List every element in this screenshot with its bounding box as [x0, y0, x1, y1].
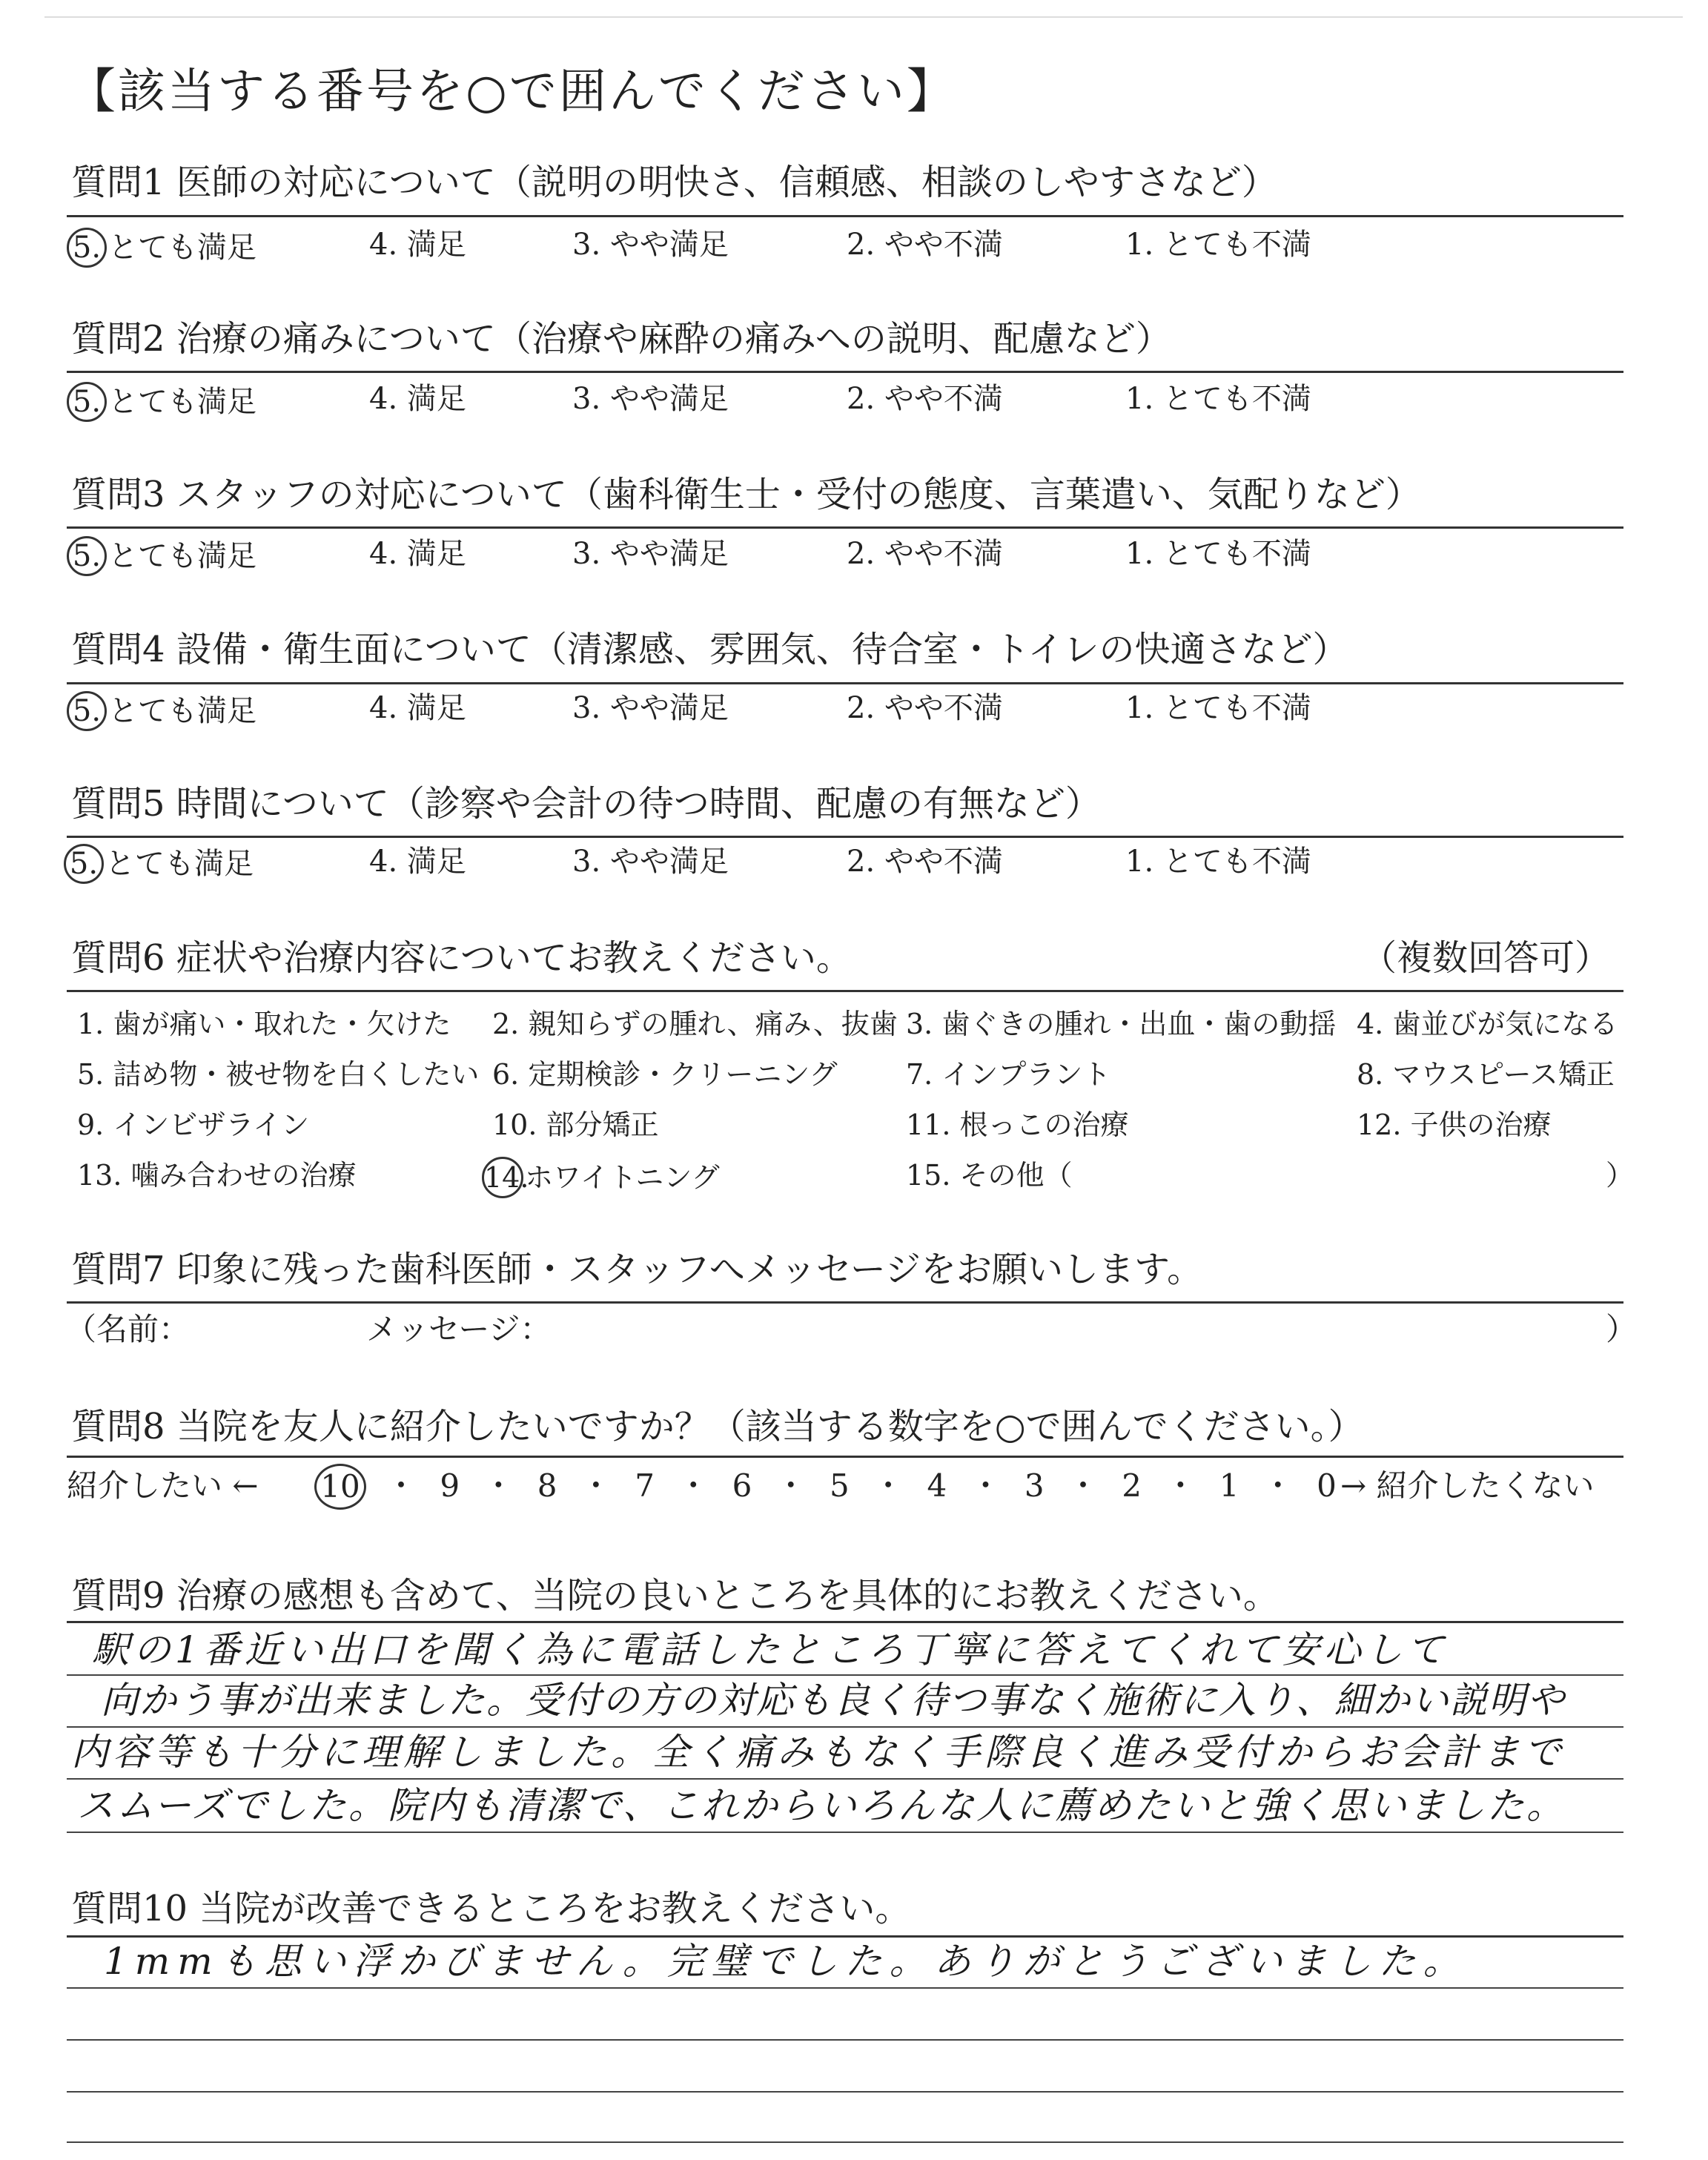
- name-label: （名前：: [65, 1311, 191, 1347]
- treatment-item[interactable]: 12. 子供の治療: [1357, 1109, 1552, 1141]
- treatment-item[interactable]: 4. 歯並びが気になる: [1357, 1008, 1618, 1040]
- treatment-item[interactable]: 2. 親知らずの腫れ、痛み、抜歯: [492, 1008, 898, 1040]
- question-3-title: 質問3 スタッフの対応について（歯科衛生士・受付の態度、言葉遣い、気配りなど）: [71, 474, 1421, 515]
- selected-circle: 10: [314, 1464, 366, 1510]
- close-paren: ）: [1606, 1311, 1638, 1347]
- question-1-title: 質問1 医師の対応について（説明の明快さ、信頼感、相談のしやすさなど）: [71, 162, 1277, 203]
- option-1[interactable]: 1. とても不満: [1125, 845, 1311, 879]
- option-3[interactable]: 3. やや満足: [572, 845, 729, 879]
- option-4[interactable]: 4. 満足: [369, 382, 466, 416]
- treatment-item[interactable]: 6. 定期検診・クリーニング: [492, 1058, 838, 1091]
- option-5[interactable]: [71, 382, 256, 422]
- option-3[interactable]: 3. やや満足: [572, 691, 729, 725]
- option-2[interactable]: 2. やや不満: [847, 691, 1003, 725]
- question-8-title: 質問8 当院を友人に紹介したいですか？（該当する数字を○で囲んでください。）: [71, 1406, 1364, 1447]
- divider: [67, 682, 1623, 684]
- question-6-title: 質問6 症状や治療内容についてお教えください。: [71, 937, 852, 979]
- selected-circle: 14.: [482, 1157, 523, 1198]
- selected-circle: 5.: [64, 844, 104, 884]
- not-recommend-label: → 紹介したくない: [1340, 1467, 1595, 1504]
- selected-circle: 5.: [67, 691, 107, 731]
- option-label: とても満足: [105, 847, 254, 881]
- option-label: とても満足: [108, 385, 256, 419]
- handwritten-line: 1mmも思い浮かびません。完璧でした。ありがとうございました。: [104, 1940, 1468, 1983]
- answer-line: [67, 1674, 1623, 1676]
- page-title: 【該当する番号を○で囲んでください】: [68, 65, 956, 119]
- item-label: ホワイトニング: [525, 1161, 720, 1194]
- question-10-title: 質問10 当院が改善できるところをお教えください。: [71, 1888, 911, 1929]
- other-close-paren: ）: [1606, 1159, 1635, 1192]
- option-5[interactable]: [68, 844, 254, 884]
- divider: [67, 371, 1623, 373]
- selected-score[interactable]: [314, 1464, 366, 1510]
- question-7-title: 質問7 印象に残った歯科医師・スタッフへメッセージをお願いします。: [71, 1249, 1203, 1290]
- option-4[interactable]: 4. 満足: [369, 228, 466, 262]
- treatment-item[interactable]: 10. 部分矯正: [492, 1109, 659, 1141]
- handwritten-line: 内容等も十分に理解しました。全く痛みもなく手際良く進み受付からお会計まで: [71, 1731, 1566, 1774]
- treatment-item[interactable]: 8. マウスピース矯正: [1357, 1058, 1615, 1091]
- option-2[interactable]: 2. やや不満: [847, 537, 1003, 571]
- handwritten-line: スムーズでした。院内も清潔で、これからいろんな人に薦めたいと強く思いました。: [77, 1784, 1566, 1827]
- treatment-item[interactable]: 3. 歯ぐきの腫れ・出血・歯の動揺: [906, 1008, 1337, 1040]
- question-5-title: 質問5 時間について（診察や会計の待つ時間、配慮の有無など）: [71, 783, 1101, 825]
- message-label: メッセージ：: [366, 1311, 552, 1347]
- answer-line: [67, 1778, 1623, 1780]
- answer-line: [67, 1987, 1623, 1989]
- answer-line: [67, 2141, 1623, 2143]
- treatment-item[interactable]: 9. インビザライン: [77, 1109, 310, 1141]
- recommend-label: 紹介したい ←: [67, 1467, 259, 1504]
- option-4[interactable]: 4. 満足: [369, 537, 466, 571]
- answer-line: [67, 1832, 1623, 1833]
- top-divider: [44, 16, 1683, 18]
- multiple-answer-note: （複数回答可）: [1361, 937, 1611, 979]
- option-label: とても満足: [108, 694, 256, 728]
- option-5[interactable]: [71, 228, 256, 268]
- option-label: とても満足: [108, 231, 256, 265]
- option-4[interactable]: 4. 満足: [369, 845, 466, 879]
- question-9-title: 質問9 治療の感想も含めて、当院の良いところを具体的にお教えください。: [71, 1575, 1279, 1616]
- divider: [67, 836, 1623, 838]
- divider: [67, 1621, 1623, 1623]
- handwritten-line: 向かう事が出来ました。受付の方の対応も良く待つ事なく施術に入り、細かい説明や: [101, 1679, 1566, 1722]
- treatment-item[interactable]: 1. 歯が痛い・取れた・欠けた: [77, 1008, 451, 1040]
- option-2[interactable]: 2. やや不満: [847, 845, 1003, 879]
- option-2[interactable]: 2. やや不満: [847, 382, 1003, 416]
- option-3[interactable]: 3. やや満足: [572, 382, 729, 416]
- option-1[interactable]: 1. とても不満: [1125, 382, 1311, 416]
- option-4[interactable]: 4. 満足: [369, 691, 466, 725]
- divider: [67, 990, 1623, 992]
- question-2-title: 質問2 治療の痛みについて（治療や麻酔の痛みへの説明、配慮など）: [71, 318, 1171, 360]
- selected-circle: 5.: [67, 228, 107, 268]
- treatment-item-selected[interactable]: [486, 1157, 720, 1198]
- treatment-item[interactable]: 5. 詰め物・被せ物を白くしたい: [77, 1058, 480, 1091]
- answer-line: [67, 1726, 1623, 1728]
- divider: [67, 526, 1623, 529]
- option-1[interactable]: 1. とても不満: [1125, 691, 1311, 725]
- question-4-title: 質問4 設備・衛生面について（清潔感、雰囲気、待合室・トイレの快適さなど）: [71, 629, 1348, 670]
- treatment-item[interactable]: 7. インプラント: [906, 1058, 1111, 1091]
- divider: [67, 1456, 1623, 1458]
- option-1[interactable]: 1. とても不満: [1125, 537, 1311, 571]
- treatment-item[interactable]: 11. 根っこの治療: [906, 1109, 1129, 1141]
- option-label: とても満足: [108, 539, 256, 573]
- option-5[interactable]: [71, 691, 256, 731]
- option-3[interactable]: 3. やや満足: [572, 537, 729, 571]
- option-5[interactable]: [71, 536, 256, 576]
- option-2[interactable]: 2. やや不満: [847, 228, 1003, 262]
- option-1[interactable]: 1. とても不満: [1125, 228, 1311, 262]
- divider: [67, 1935, 1623, 1938]
- handwritten-line: 駅の1番近い出口を聞く為に電話したところ丁寧に答えてくれて安心して: [92, 1628, 1449, 1671]
- score-scale[interactable]: ・ 9 ・ 8 ・ 7 ・ 6 ・ 5 ・ 4 ・ 3 ・ 2 ・ 1 ・ 0: [385, 1467, 1337, 1504]
- selected-circle: 5.: [67, 536, 107, 576]
- answer-line: [67, 2091, 1623, 2093]
- answer-line: [67, 2039, 1623, 2041]
- treatment-item[interactable]: 15. その他（: [906, 1159, 1073, 1192]
- option-3[interactable]: 3. やや満足: [572, 228, 729, 262]
- selected-circle: 5.: [67, 382, 107, 422]
- divider: [67, 215, 1623, 217]
- treatment-item[interactable]: 13. 噛み合わせの治療: [77, 1159, 357, 1192]
- divider: [67, 1301, 1623, 1304]
